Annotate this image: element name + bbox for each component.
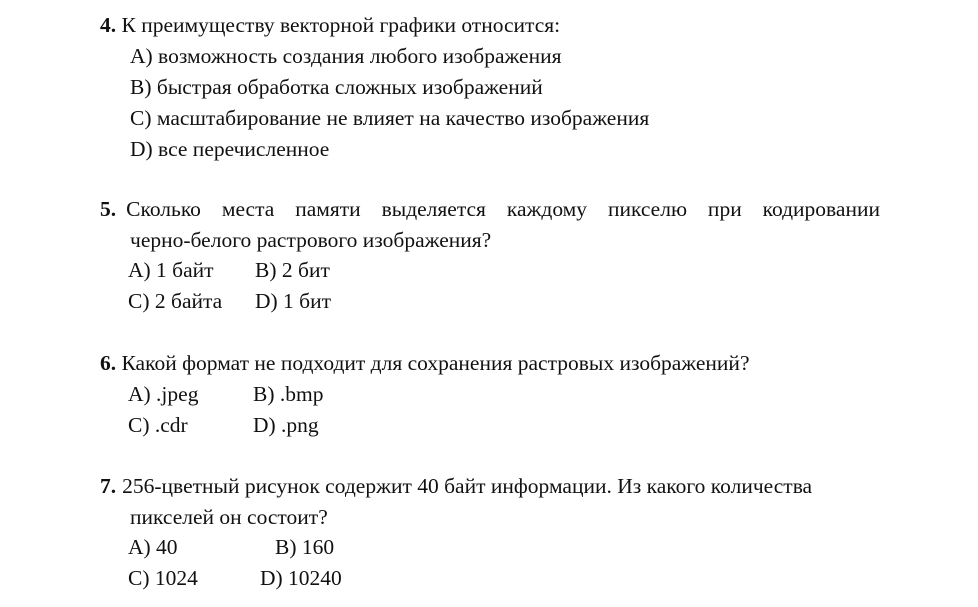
question-6-text: Какой формат не подходит для сохранения растровых изображений? <box>121 351 750 375</box>
question-5-option-c: C) 2 байта <box>128 289 223 313</box>
question-6-option-c: C) .cdr <box>128 413 188 437</box>
question-7-option-d: D) 10240 <box>260 566 342 590</box>
question-7-text-line2: пикселей он состоит? <box>130 505 328 529</box>
question-6-stem <box>100 348 880 379</box>
question-6-option-d: D) .png <box>253 413 319 437</box>
question-5-number: 5. <box>100 197 117 221</box>
question-6-number: 6. <box>100 351 117 375</box>
question-7-option-b: B) 160 <box>275 535 335 559</box>
question-4-number: 4. <box>100 13 117 37</box>
question-5-option-d: D) 1 бит <box>255 289 332 313</box>
question-6 <box>100 348 880 379</box>
question-5-text-line1: Сколько места памяти выделяется каждому пикселю при кодировании <box>126 197 880 221</box>
question-4-option-a: A) возможность создания любого изображения <box>130 44 562 68</box>
question-4-text: К преимуществу векторной графики относится: <box>121 13 561 37</box>
question-7-text-line1: 256-цветный рисунок содержит 40 байт информации. Из какого количества <box>122 474 813 498</box>
question-5-stem-line1 <box>100 194 880 225</box>
question-4-option-d: D) все перечисленное <box>130 137 330 161</box>
question-4-stem <box>100 10 880 41</box>
question-5-option-a: A) 1 байт <box>128 258 214 282</box>
question-5 <box>100 194 880 256</box>
question-7-stem-line1 <box>100 471 880 502</box>
question-7 <box>100 471 880 533</box>
question-7-option-a: A) 40 <box>128 535 178 559</box>
question-6-option-a: A) .jpeg <box>128 382 199 406</box>
question-6-option-b: B) .bmp <box>253 382 324 406</box>
question-4-option-c: C) масштабирование не влияет на качество изображения <box>130 106 650 130</box>
question-4 <box>100 10 880 165</box>
question-7-option-c: C) 1024 <box>128 566 198 590</box>
question-7-number: 7. <box>100 474 117 498</box>
question-5-option-b: B) 2 бит <box>255 258 330 282</box>
question-5-text-line2: черно-белого растрового изображения? <box>130 228 492 252</box>
question-4-option-b: B) быстрая обработка сложных изображений <box>130 75 543 99</box>
